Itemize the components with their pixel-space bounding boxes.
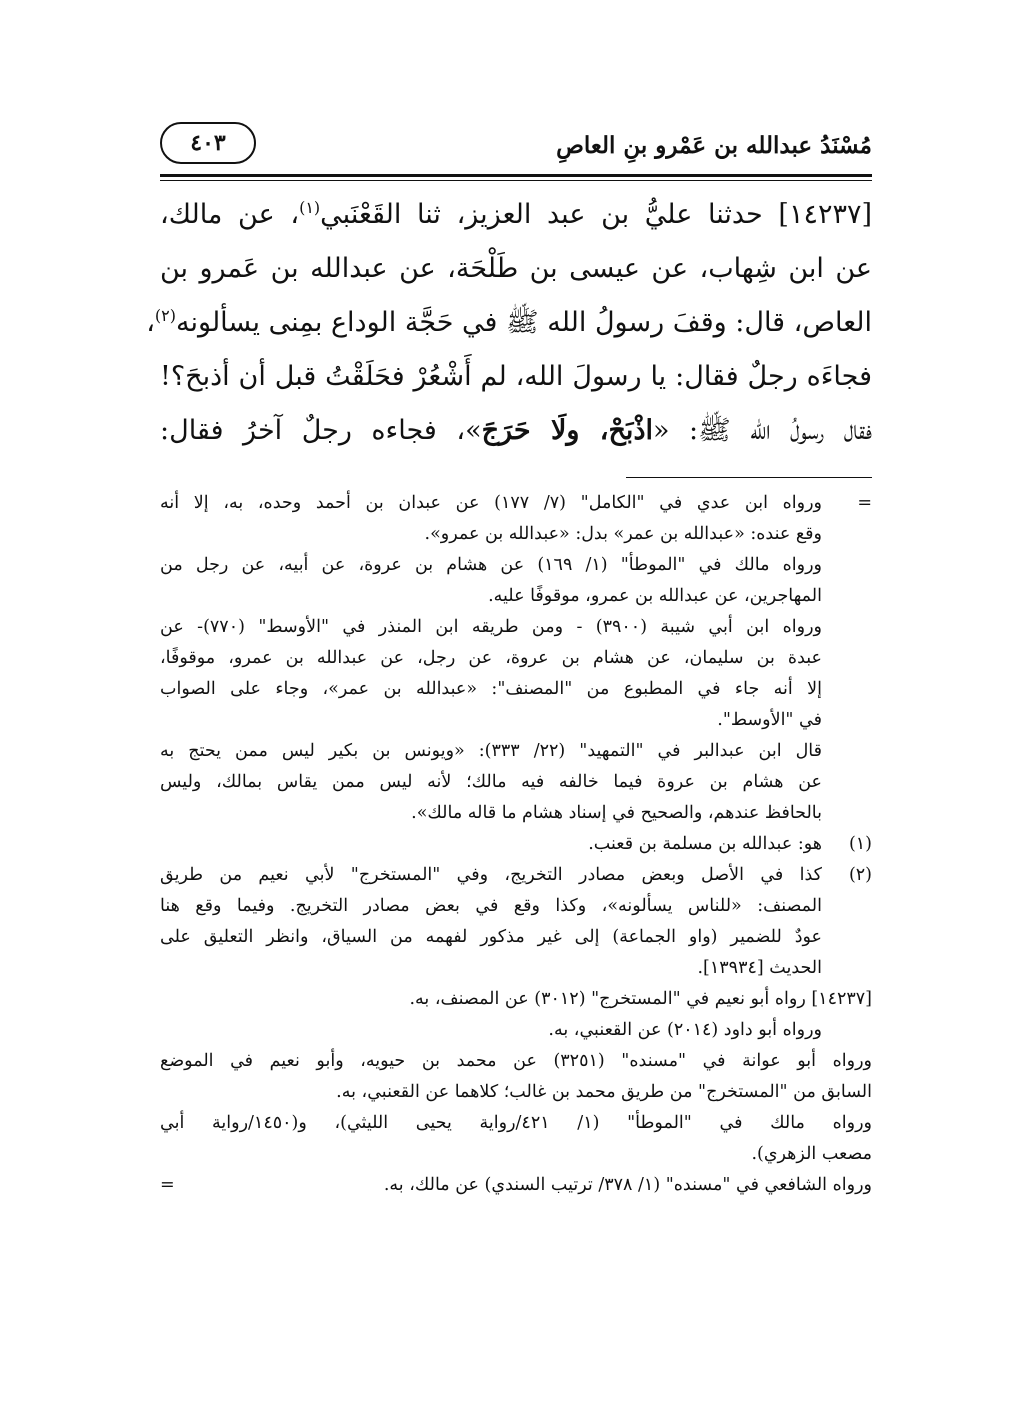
footnote-ref-2: (٢): [154, 306, 177, 325]
page-header: [160, 118, 872, 174]
footnote-2-text: عودٌ للضمير (واو الجماعة) إلى غير مذكور لفهمه من السياق، وانظر التعليق على: [160, 927, 822, 947]
footnote-line: [160, 643, 872, 674]
footnote-text: بالحافظ عندهم، والصحيح في إسناد هشام ما قاله مالك».: [411, 803, 822, 823]
takhrij-note-text: ورواه أبو داود (٢٠١٤) عن القعنبي، به.: [548, 1020, 822, 1040]
footnote-ref-1: (١): [299, 198, 321, 217]
takhrij-note-text: ورواه مالك في "الموطأ" (١/ ٤٢١/رواية يحيى الليثي)، و(١٤٥٠/رواية أبي: [160, 1113, 872, 1133]
main-line-1-text-end: ، عن مالك،: [160, 199, 300, 230]
footnote-2-text: كذا في الأصل وبعض مصادر التخريج، وفي "المستخرج" لأبي نعيم من طريق: [160, 865, 822, 885]
main-line-5-text-end: »، فجاءه رجلٌ آخرُ فقال:: [160, 415, 482, 446]
takhrij-note-text: ورواه أبو عوانة في "مسنده" (٣٢٥١) عن محمد بن حيويه، وأبو نعيم في الموضع: [160, 1051, 872, 1071]
page-number-badge: ٤٠٣: [160, 122, 256, 164]
footnote-2: [160, 860, 872, 891]
main-text: [146, 188, 872, 458]
footnote-2-text: المصنف: «للناس يسألونه»، وكذا وقع في بعض مصادر التخريج. وفيما وقع هنا: [160, 896, 822, 916]
running-title: مُسْنَدُ عبدالله بن عَمْرو بنِ العاصِ: [556, 132, 872, 159]
footnote-1-marker: (١): [848, 834, 872, 854]
footnote-text: المهاجرين، عن عبدالله بن عمرو، موقوفًا عليه.: [488, 586, 822, 606]
footnote-line: [160, 612, 872, 643]
footnote-separator: [626, 477, 872, 478]
main-line-5: [160, 404, 872, 458]
main-line-5-text: فقال رسولُ الله ﷺ: «: [652, 415, 872, 446]
main-line-1-text: [١٤٢٣٧] حدثنا عليُّ بن عبد العزيز، ثنا القَعْنَبي: [320, 199, 872, 230]
footnote-line: [160, 1108, 872, 1139]
footnote-1: [160, 829, 872, 860]
footnote-2-marker: (٢): [848, 865, 872, 885]
takhrij-note-text: مصعب الزهري).: [751, 1144, 872, 1164]
footnote-line: [160, 798, 872, 829]
main-line-3: [146, 296, 872, 350]
header-rule-thin: [160, 180, 872, 181]
footnote-line: [160, 953, 872, 984]
takhrij-note-text: السابق من "المستخرج" من طريق محمد بن غالب؛ كلاهما عن القعنبي، به.: [336, 1082, 872, 1102]
footnote-line: [160, 581, 872, 612]
footnote-text: ورواه ابن عدي في "الكامل" (٧/ ١٧٧) عن عبدان بن أحمد وحده، به، إلا أنه: [160, 493, 822, 513]
footnotes: [160, 488, 872, 1201]
footnote-line: [160, 736, 872, 767]
footnote-text: عن هشام بن عروة فيما خالفه فيه مالك؛ لأنه ليس ممن يقاس بمالك، وليس: [160, 772, 822, 792]
footnote-line: [160, 891, 872, 922]
end-continuation-marker: =: [160, 1175, 175, 1195]
footnote-line: [160, 1015, 872, 1046]
header-rule-thick: [160, 174, 872, 177]
main-line-3-text: العاص، قال: وقفَ رسولُ الله ﷺ في حَجَّة الوداع بمِنى يسألونه: [176, 307, 872, 338]
main-line-1: [160, 188, 872, 242]
footnote-text: ورواه ابن أبي شيبة (٣٩٠٠) - ومن طريقه ابن المنذر في "الأوسط" (٧٧٠)- عن: [160, 617, 822, 637]
footnote-text: عبدة بن سليمان، عن هشام بن عروة، عن رجل، عن عبدالله بن عمرو، موقوفًا،: [160, 648, 822, 668]
footnote-text: وقع عنده: «عبدالله بن عمر» بدل: «عبدالله بن عمرو».: [424, 524, 822, 544]
footnote-text: إلا أنه جاء في المطبوع من "المصنف": «عبدالله بن عمر»، وجاء على الصواب: [160, 679, 822, 699]
footnote-2-text: الحديث [١٣٩٣٤].: [697, 958, 822, 978]
footnote-line: [160, 1139, 872, 1170]
footnote-line: [160, 674, 872, 705]
takhrij-note: [160, 984, 872, 1015]
footnote-line: [160, 705, 872, 736]
continuation-marker: =: [857, 493, 872, 513]
footnote-line: [160, 922, 872, 953]
footnote-line: [160, 519, 872, 550]
main-line-2: عن ابن شِهاب، عن عيسى بن طَلْحَة، عن عبدالله بن عَمرو بن: [160, 253, 872, 284]
takhrij-note-text: ورواه الشافعي في "مسنده" (١/ ٣٧٨/ ترتيب السندي) عن مالك، به.: [383, 1175, 872, 1195]
footnote-line: [160, 488, 872, 519]
footnote-line: [160, 1077, 872, 1108]
prophetic-words: اذْبَحْ، ولَا حَرَجَ: [481, 415, 653, 446]
footnote-text: ورواه مالك في "الموطأ" (١/ ١٦٩) عن هشام بن عروة، عن أبيه، عن رجل من: [160, 555, 822, 575]
footnote-1-text: هو: عبدالله بن مسلمة بن قعنب.: [588, 834, 822, 854]
takhrij-note-text: [١٤٢٣٧] رواه أبو نعيم في "المستخرج" (٣٠١٢) عن المصنف، به.: [409, 989, 872, 1009]
footnote-text: قال ابن عبدالبر في "التمهيد" (٢٢/ ٣٣٣): «ويونس بن بكير ليس ممن يحتج به: [160, 741, 823, 761]
footnote-line: [160, 1170, 872, 1201]
footnote-text: في "الأوسط".: [717, 710, 822, 730]
main-line-4: فجاءَه رجلٌ فقال: يا رسولَ الله، لم أَشْعُرْ فحَلَقْتُ قبل أن أذبحَ؟!: [160, 361, 872, 392]
footnote-line: [160, 550, 872, 581]
footnote-line: [160, 767, 872, 798]
footnote-line: [160, 1046, 872, 1077]
main-line-3-text-end: ،: [146, 307, 155, 338]
